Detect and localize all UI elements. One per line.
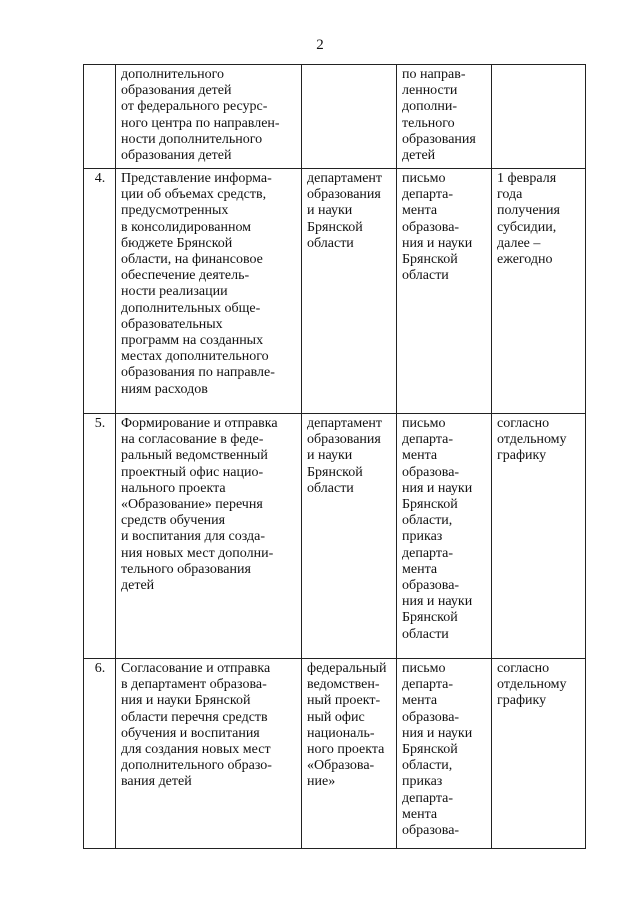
table-row xyxy=(84,659,586,849)
table-row xyxy=(84,414,586,659)
responsible-cell: департамент образования и науки Брянской области xyxy=(302,169,397,414)
row-number: 5. xyxy=(84,414,116,659)
document-cell: письмо департа- мента образова- ния и науки Брянской области, приказ департа- мента образова- ния и науки Брянской области xyxy=(397,414,492,659)
table-row xyxy=(84,169,586,414)
table-row xyxy=(84,65,586,169)
row-number: 4. xyxy=(84,169,116,414)
row-number xyxy=(84,65,116,169)
deadline-cell xyxy=(492,65,586,169)
deadline-cell: согласно отдельному графику xyxy=(492,414,586,659)
action-cell: дополнительного образования детей от федерального ресурс- ного центра по направлен- ности дополнительного образования детей xyxy=(116,65,302,169)
document-cell: по направ- ленности дополни- тельного образования детей xyxy=(397,65,492,169)
row-number: 6. xyxy=(84,659,116,849)
action-cell: Согласование и отправка в департамент образова- ния и науки Брянской области перечня средств обучения и воспитания для создания новых мест дополнительного образо- вания детей xyxy=(116,659,302,849)
plan-table xyxy=(83,64,586,849)
action-cell: Представление информа- ции об объемах средств, предусмотренных в консолидированном бюджете Брянской области, на финансовое обеспечение деятель- ности реализации дополнительных обще- образовательных программ на созданных местах дополнительного образования по направле- ниям расходов xyxy=(116,169,302,414)
document-cell: письмо департа- мента образова- ния и науки Брянской области xyxy=(397,169,492,414)
deadline-cell: согласно отдельному графику xyxy=(492,659,586,849)
responsible-cell xyxy=(302,65,397,169)
responsible-cell: департамент образования и науки Брянской области xyxy=(302,414,397,659)
deadline-cell: 1 февраля года получения субсидии, далее – ежегодно xyxy=(492,169,586,414)
action-cell: Формирование и отправка на согласование в феде- ральный ведомственный проектный офис нацио- нального проекта «Образование» перечня средств обучения и воспитания для созда- ния новых мест дополни- тельного образования детей xyxy=(116,414,302,659)
page-number: 2 xyxy=(316,37,324,53)
responsible-cell: федеральный ведомствен- ный проект- ный офис националь- ного проекта «Образова- ние» xyxy=(302,659,397,849)
document-cell: письмо департа- мента образова- ния и науки Брянской области, приказ департа- мента образова- xyxy=(397,659,492,849)
